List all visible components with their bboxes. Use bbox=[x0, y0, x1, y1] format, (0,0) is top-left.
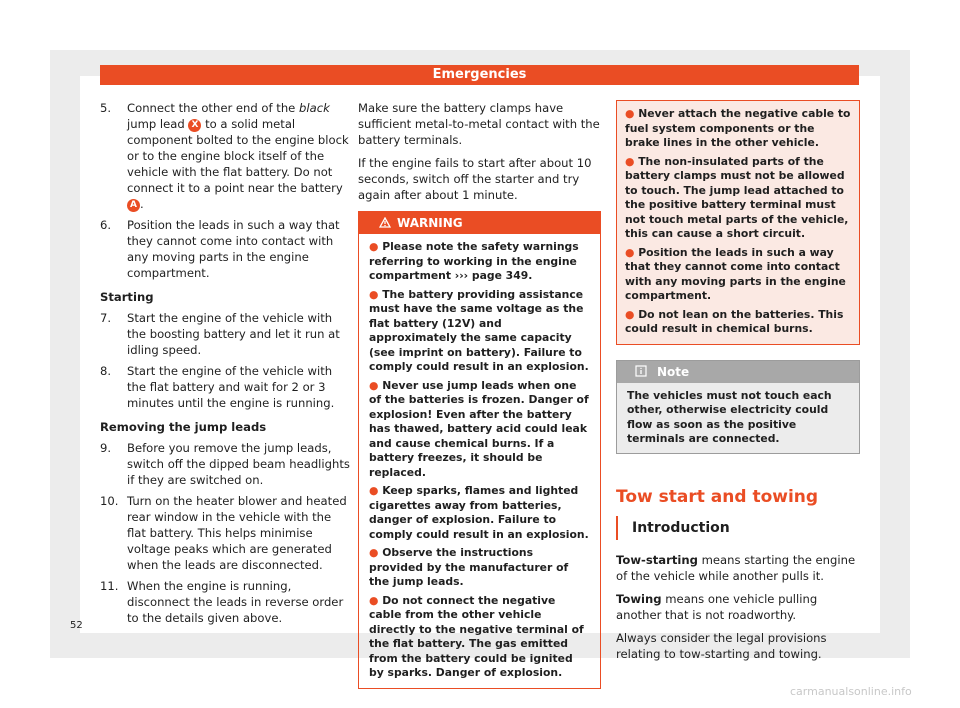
step-text: Start the engine of the vehicle with the boosting battery and let it run at idling speed. bbox=[127, 311, 340, 357]
warning-item bbox=[369, 288, 590, 375]
step-number: 8. bbox=[100, 364, 112, 378]
step-9 bbox=[100, 440, 350, 488]
warning-text: Observe the instructions provided by the manufacturer of the jump leads. bbox=[369, 546, 569, 588]
step-text-part: Connect the other end of the bbox=[127, 101, 300, 115]
bullet-icon: ● bbox=[369, 287, 383, 301]
label-x-badge: X bbox=[188, 119, 201, 132]
column-right bbox=[616, 100, 860, 669]
step-text: When the engine is running, disconnect the leads in reverse order to the details given above. bbox=[127, 579, 344, 625]
step-text-part: to a solid metal component bolted to the engine block or to the engine block itself of the vehicle with the flat battery. Do not connect it to a point near the battery bbox=[127, 117, 349, 195]
step-8 bbox=[100, 363, 350, 411]
step-number: 5. bbox=[100, 101, 112, 115]
warning-item bbox=[625, 246, 851, 304]
warning-header bbox=[359, 212, 600, 234]
definition: means one vehicle pulling another that is not roadworthy. bbox=[616, 591, 818, 622]
warning-text: Never use jump leads when one of the batteries is frozen. Danger of explosion! Even after the battery has thawed, battery acid could leak and cause chemical burns. If a battery freezes, it should be replaced. bbox=[369, 378, 589, 479]
warning-item bbox=[625, 155, 851, 242]
paragraph: Make sure the battery clamps have sufficient metal-to-metal contact with the battery terminals. bbox=[358, 101, 600, 147]
warning-body bbox=[617, 101, 859, 344]
section-header: Emergencies bbox=[100, 65, 859, 85]
step-5 bbox=[100, 100, 350, 212]
paragraph bbox=[616, 591, 860, 623]
step-number: 7. bbox=[100, 311, 112, 325]
introduction-title: Introduction bbox=[632, 519, 730, 536]
warning-text: The non-insulated parts of the battery clamps must not be allowed to touch. The jump lead attached to the positive battery terminal must not touch metal parts of the vehicle, this can cause a short circuit. bbox=[625, 154, 849, 240]
warning-item bbox=[369, 546, 590, 590]
step-text: Position the leads in such a way that they cannot come into contact with any moving parts in the engine compartment. bbox=[127, 218, 340, 280]
warning-item bbox=[369, 484, 590, 542]
warning-text: Position the leads in such a way that they cannot come into contact with any moving parts in the engine compartment. bbox=[625, 245, 846, 302]
section-title: Tow start and towing bbox=[616, 486, 819, 507]
removing-heading: Removing the jump leads bbox=[100, 420, 267, 434]
warning-body bbox=[359, 234, 600, 688]
column-middle bbox=[358, 100, 601, 689]
bullet-icon: ● bbox=[369, 484, 383, 497]
step-10 bbox=[100, 493, 350, 573]
bullet-icon: ● bbox=[625, 154, 639, 168]
info-icon bbox=[635, 365, 647, 377]
italic-word: black bbox=[299, 101, 330, 115]
step-text: Start the engine of the vehicle with the flat battery and wait for 2 or 3 minutes until the engine is running. bbox=[127, 364, 335, 410]
warning-item bbox=[369, 594, 590, 681]
step-text-part: . bbox=[140, 197, 144, 211]
introduction-heading bbox=[616, 516, 860, 540]
warning-text: Do not connect the negative cable from the other vehicle directly to the negative terminal of the flat battery. The gas emitted from the battery could be ignited by sparks. Danger of explosion. bbox=[369, 593, 584, 679]
bullet-icon: ● bbox=[369, 593, 383, 607]
note-box bbox=[616, 360, 860, 454]
warning-triangle-icon bbox=[379, 217, 391, 228]
step-text bbox=[127, 100, 350, 212]
paragraph: Always consider the legal provisions relating to tow-starting and towing. bbox=[616, 630, 827, 661]
warning-item bbox=[625, 308, 851, 337]
note-body: The vehicles must not touch each other, otherwise electricity could flow as soon as the positive terminals are connected. bbox=[617, 383, 859, 453]
step-number: 10. bbox=[100, 494, 119, 508]
label-a-badge: A bbox=[127, 199, 140, 212]
column-left bbox=[100, 100, 350, 631]
step-number: 11. bbox=[100, 579, 119, 593]
note-header bbox=[617, 361, 859, 383]
term: Tow-starting bbox=[616, 552, 698, 567]
paragraph bbox=[616, 552, 860, 584]
definition: means starting the engine of the vehicle while another pulls it. bbox=[616, 552, 856, 583]
note-title: Note bbox=[657, 364, 690, 379]
warning-text: Please note the safety warnings referring to working in the engine compartment ››› page 349. bbox=[369, 240, 579, 282]
warning-text: Never attach the negative cable to fuel system components or the brake lines in the other vehicle. bbox=[625, 107, 851, 149]
step-text: Turn on the heater blower and heated rear window in the vehicle with the flat battery. This helps minimise voltage peaks which are generated when the leads are disconnected. bbox=[127, 494, 347, 572]
step-number: 6. bbox=[100, 218, 112, 232]
step-7 bbox=[100, 310, 350, 358]
bullet-icon: ● bbox=[625, 307, 639, 321]
bullet-icon: ● bbox=[625, 107, 639, 120]
step-11 bbox=[100, 578, 350, 626]
starting-heading: Starting bbox=[100, 290, 154, 304]
bullet-icon: ● bbox=[369, 546, 383, 559]
bullet-icon: ● bbox=[369, 378, 383, 392]
paragraph: If the engine fails to start after about 10 seconds, switch off the starter and try again after about 1 minute. bbox=[358, 156, 592, 202]
step-text-part: jump lead bbox=[127, 117, 189, 131]
watermark: carmanualsonline.info bbox=[790, 685, 912, 698]
warning-text: The battery providing assistance must have the same voltage as the flat battery (12V) and approximately the same capacity (see imprint on battery). Failure to comply could result in an explosion. bbox=[369, 287, 589, 373]
term: Towing bbox=[616, 591, 662, 606]
page-number: 52 bbox=[70, 620, 83, 631]
warning-title: WARNING bbox=[397, 216, 463, 230]
warning-item bbox=[369, 240, 590, 284]
step-6 bbox=[100, 217, 350, 281]
step-text: Before you remove the jump leads, switch off the dipped beam headlights if they are switched on. bbox=[127, 441, 350, 487]
bullet-icon: ● bbox=[369, 240, 383, 253]
warning-continuation-box bbox=[616, 100, 860, 345]
warning-text: Keep sparks, flames and lighted cigarettes away from batteries, danger of explosion. Failure to comply could result in an explosion. bbox=[369, 484, 589, 541]
warning-box bbox=[358, 211, 601, 689]
step-number: 9. bbox=[100, 441, 112, 455]
warning-text: Do not lean on the batteries. This could result in chemical burns. bbox=[625, 307, 844, 335]
warning-item bbox=[369, 379, 590, 481]
warning-item bbox=[625, 107, 851, 151]
bullet-icon: ● bbox=[625, 245, 639, 259]
